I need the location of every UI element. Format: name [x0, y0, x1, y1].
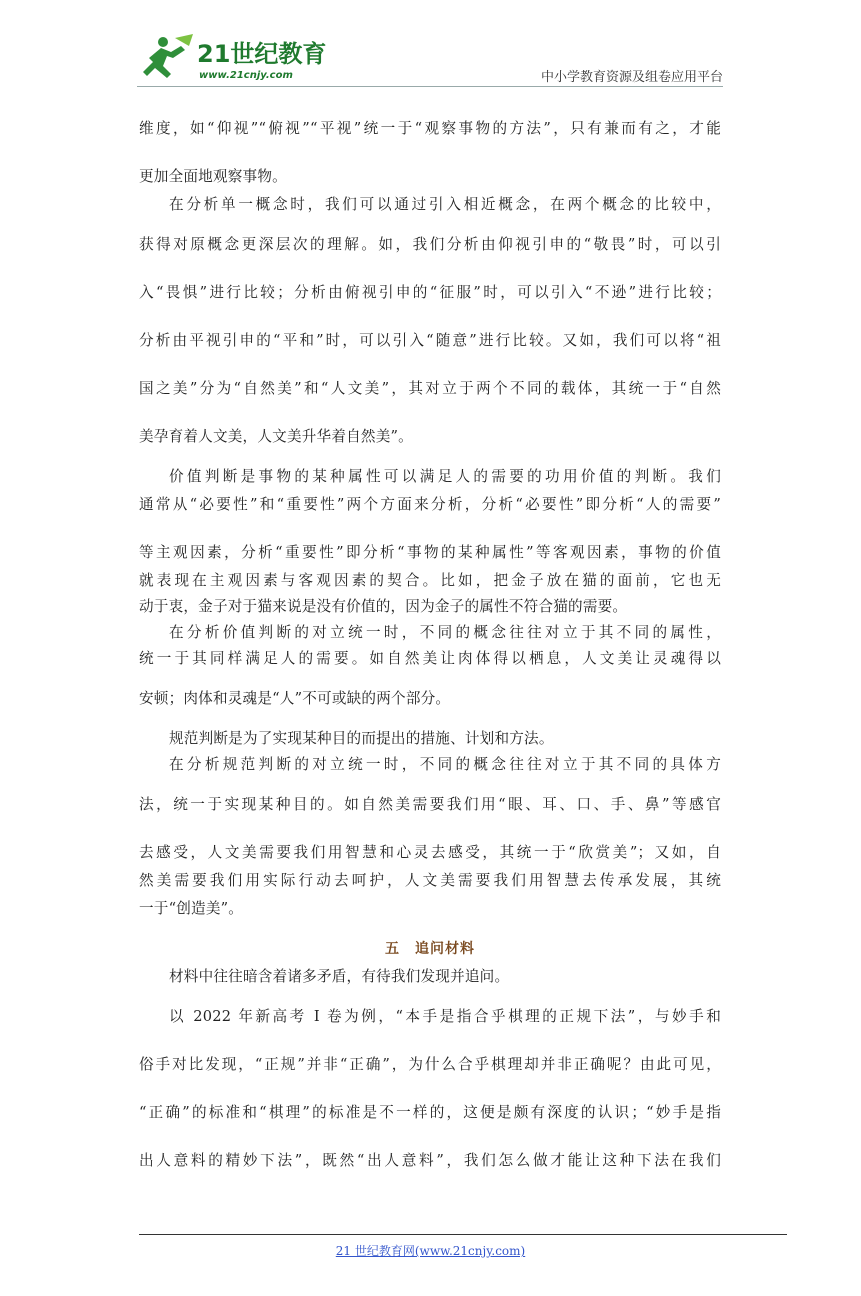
footer-divider: [139, 1234, 787, 1235]
text-line: “正确”的标准和“棋理”的标准是不一样的，这便是颇有深度的认识；“妙手是指: [139, 1104, 721, 1121]
text-line: 分析由平视引申的“平和”时，可以引入“随意”进行比较。又如，我们可以将“祖: [139, 332, 721, 349]
text-line: 一于“创造美”。: [139, 900, 244, 917]
document-body: [139, 116, 721, 1174]
text-line: 规范判断是为了实现某种目的而提出的措施、计划和方法。: [169, 730, 554, 747]
text-line: 在分析价值判断的对立统一时，不同的概念往往对立于其不同的属性，: [169, 624, 721, 641]
text-line: 以 2022 年新高考 I 卷为例，“本手是指合乎棋理的正规下法”，与妙手和: [169, 1008, 721, 1025]
runner-icon: [143, 34, 193, 78]
text-line: 美孕育着人文美，人文美升华着自然美”。: [139, 428, 413, 445]
text-line: 统一于其同样满足人的需要。如自然美让肉体得以栖息，人文美让灵魂得以: [139, 650, 721, 667]
logo: [141, 32, 341, 84]
logo-text: 21世纪教育: [197, 40, 327, 68]
text-line: 更加全面地观察事物。: [139, 168, 287, 185]
platform-label: 中小学教育资源及组卷应用平台: [540, 70, 723, 85]
section-heading: 五 追问材料: [385, 941, 475, 957]
text-line: 通常从“必要性”和“重要性”两个方面来分析，分析“必要性”即分析“人的需要”: [139, 496, 721, 513]
footer-link[interactable]: 21 世纪教育网(www.21cnjy.com): [335, 1244, 526, 1258]
text-line: 去感受，人文美需要我们用智慧和心灵去感受，其统一于“欣赏美”；又如，自: [139, 844, 721, 861]
text-line: 法，统一于实现某种目的。如自然美需要我们用“眼、耳、口、手、鼻”等感官: [139, 796, 721, 813]
text-line: 价值判断是事物的某种属性可以满足人的需要的功用价值的判断。我们: [169, 468, 721, 485]
text-line: 在分析单一概念时，我们可以通过引入相近概念，在两个概念的比较中，: [169, 196, 721, 213]
text-line: 就表现在主观因素与客观因素的契合。比如，把金子放在猫的面前，它也无: [139, 572, 721, 589]
text-line: 等主观因素，分析“重要性”即分析“事物的某种属性”等客观因素，事物的价值: [139, 544, 721, 561]
text-line: 出人意料的精妙下法”，既然“出人意料”，我们怎么做才能让这种下法在我们: [139, 1152, 721, 1169]
text-line: 动于衷，金子对于猫来说是没有价值的，因为金子的属性不符合猫的需要。: [139, 598, 628, 615]
text-line: 在分析规范判断的对立统一时，不同的概念往往对立于其不同的具体方: [169, 756, 721, 773]
header-divider: [137, 86, 723, 87]
text-line: 材料中往往暗含着诸多矛盾，有待我们发现并追问。: [169, 968, 510, 985]
text-line: 维度，如“仰视”“俯视”“平视”统一于“观察事物的方法”，只有兼而有之，才能: [139, 120, 721, 137]
text-line: 俗手对比发现，“正规”并非“正确”，为什么合乎棋理却并非正确呢？由此可见，: [139, 1056, 721, 1073]
text-line: 安顿；肉体和灵魂是“人”不可或缺的两个部分。: [139, 690, 451, 707]
logo-url: www.21cnjy.com: [199, 70, 293, 81]
page-header: [137, 28, 723, 90]
text-line: 获得对原概念更深层次的理解。如，我们分析由仰视引申的“敬畏”时，可以引: [139, 236, 721, 253]
text-line: 入“畏惧”进行比较；分析由俯视引申的“征服”时，可以引入“不逊”进行比较；: [139, 284, 721, 301]
text-line: 国之美”分为“自然美”和“人文美”，其对立于两个不同的载体，其统一于“自然: [139, 380, 721, 397]
text-line: 然美需要我们用实际行动去呵护，人文美需要我们用智慧去传承发展，其统: [139, 872, 721, 889]
